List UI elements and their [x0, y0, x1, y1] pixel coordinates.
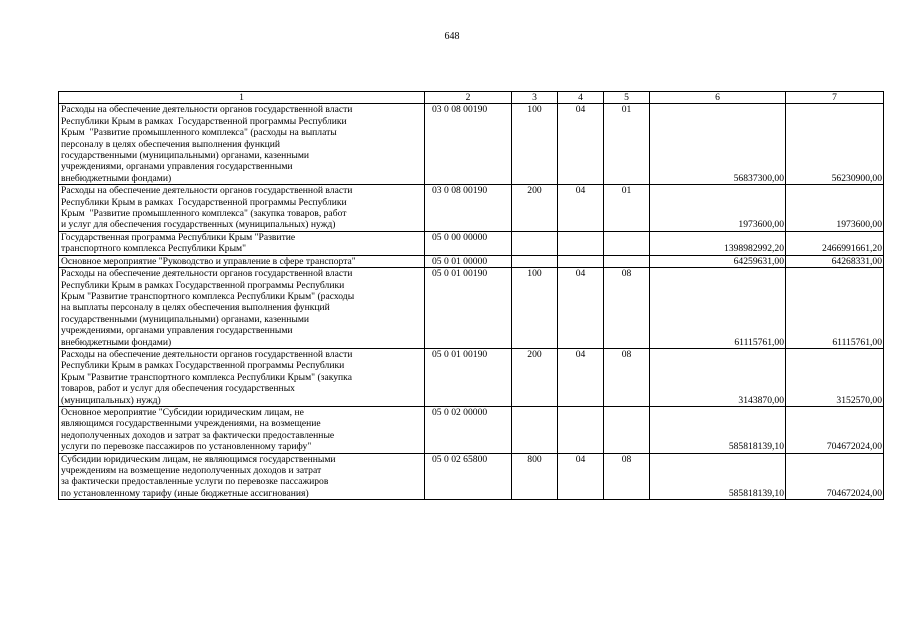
row-name: Расходы на обеспечение деятельности органов государственной власти Республики Крым в рамках Государственной программы Республики Крым "Развитие транспортного комплекса Республики Крым" (расходы на выплаты персоналу в целях обеспечения выполнения функций государственными (муниципальными) органами, казенными учреждениями, органами управления государственными внебюджетными фондами) — [59, 268, 425, 349]
row-sum-col6: 1973600,00 — [650, 185, 786, 232]
row-col5: 08 — [604, 348, 650, 406]
header-row — [59, 92, 884, 104]
header-cell: 7 — [786, 92, 884, 104]
row-sum-col7: 3152570,00 — [786, 348, 884, 406]
row-sum-col7: 2466991661,20 — [786, 231, 884, 255]
row-sum-col6: 61115761,00 — [650, 268, 786, 349]
header-cell: 3 — [512, 92, 558, 104]
row-sum-col7: 704672024,00 — [786, 406, 884, 453]
row-col4: 04 — [558, 268, 604, 349]
row-name: Основное мероприятие "Субсидии юридическим лицам, не являющимся государственными учреждениями, на возмещение недополученных доходов и затрат за фактически предоставленные услуги по перевозке пассажиров по установленному тарифу" — [59, 406, 425, 453]
row-col3: 800 — [512, 453, 558, 500]
row-sum-col6: 585818139,10 — [650, 406, 786, 453]
row-col3: 100 — [512, 268, 558, 349]
header-cell: 6 — [650, 92, 786, 104]
row-col3: 200 — [512, 348, 558, 406]
row-code: 03 0 08 00190 — [425, 185, 512, 232]
row-sum-col7: 1973600,00 — [786, 185, 884, 232]
row-col3 — [512, 231, 558, 255]
row-col4: 04 — [558, 348, 604, 406]
row-code: 05 0 01 00000 — [425, 255, 512, 267]
header-cell: 4 — [558, 92, 604, 104]
row-sum-col6: 1398982992,20 — [650, 231, 786, 255]
row-col4: 04 — [558, 104, 604, 185]
row-sum-col7: 61115761,00 — [786, 268, 884, 349]
table-row — [59, 104, 884, 185]
table-row — [59, 231, 884, 255]
row-col4: 04 — [558, 185, 604, 232]
row-code: 03 0 08 00190 — [425, 104, 512, 185]
row-name: Основное мероприятие "Руководство и управление в сфере транспорта" — [59, 255, 425, 267]
row-sum-col6: 56837300,00 — [650, 104, 786, 185]
row-col3: 200 — [512, 185, 558, 232]
row-col3 — [512, 255, 558, 267]
row-sum-col6: 64259631,00 — [650, 255, 786, 267]
row-col5: 08 — [604, 453, 650, 500]
row-sum-col7: 704672024,00 — [786, 453, 884, 500]
row-col3 — [512, 406, 558, 453]
row-name: Государственная программа Республики Крым "Развитие транспортного комплекса Республики Крым" — [59, 231, 425, 255]
row-col5: 01 — [604, 104, 650, 185]
row-col5 — [604, 406, 650, 453]
row-col5: 01 — [604, 185, 650, 232]
budget-table — [58, 91, 884, 500]
row-col4 — [558, 255, 604, 267]
row-col4 — [558, 406, 604, 453]
row-code: 05 0 02 65800 — [425, 453, 512, 500]
page-number: 648 — [444, 31, 460, 42]
row-sum-col7: 56230900,00 — [786, 104, 884, 185]
row-col3: 100 — [512, 104, 558, 185]
row-col5 — [604, 231, 650, 255]
row-code: 05 0 02 00000 — [425, 406, 512, 453]
table-row — [59, 406, 884, 453]
row-code: 05 0 01 00190 — [425, 348, 512, 406]
table-row — [59, 453, 884, 500]
header-cell: 1 — [59, 92, 425, 104]
table-row — [59, 268, 884, 349]
row-col5 — [604, 255, 650, 267]
row-sum-col6: 585818139,10 — [650, 453, 786, 500]
row-name: Расходы на обеспечение деятельности органов государственной власти Республики Крым в рамках Государственной программы Республики Крым "Развитие транспортного комплекса Республики Крым" (закупка товаров, работ и услуг для обеспечения государственных (муниципальных) нужд) — [59, 348, 425, 406]
row-code: 05 0 00 00000 — [425, 231, 512, 255]
row-sum-col6: 3143870,00 — [650, 348, 786, 406]
row-col5: 08 — [604, 268, 650, 349]
header-cell: 2 — [425, 92, 512, 104]
header-cell: 5 — [604, 92, 650, 104]
table-row — [59, 185, 884, 232]
row-sum-col7: 64268331,00 — [786, 255, 884, 267]
table-row — [59, 348, 884, 406]
row-col4 — [558, 231, 604, 255]
row-name: Расходы на обеспечение деятельности органов государственной власти Республики Крым в рамках Государственной программы Республики Крым "Развитие промышленного комплекса" (закупка товаров, работ и услуг для обеспечения государственных (муниципальных) нужд) — [59, 185, 425, 232]
row-col4: 04 — [558, 453, 604, 500]
row-code: 05 0 01 00190 — [425, 268, 512, 349]
table-row — [59, 255, 884, 267]
row-name: Расходы на обеспечение деятельности органов государственной власти Республики Крым в рамках Государственной программы Республики Крым "Развитие промышленного комплекса" (расходы на выплаты персоналу в целях обеспечения выполнения функций государственными (муниципальными) органами, казенными учреждениями, органами управления государственными внебюджетными фондами) — [59, 104, 425, 185]
row-name: Субсидии юридическим лицам, не являющимся государственными учреждениям на возмещение недополученных доходов и затрат за фактически предоставленные услуги по перевозке пассажиров по установленному тарифу (иные бюджетные ассигнования) — [59, 453, 425, 500]
